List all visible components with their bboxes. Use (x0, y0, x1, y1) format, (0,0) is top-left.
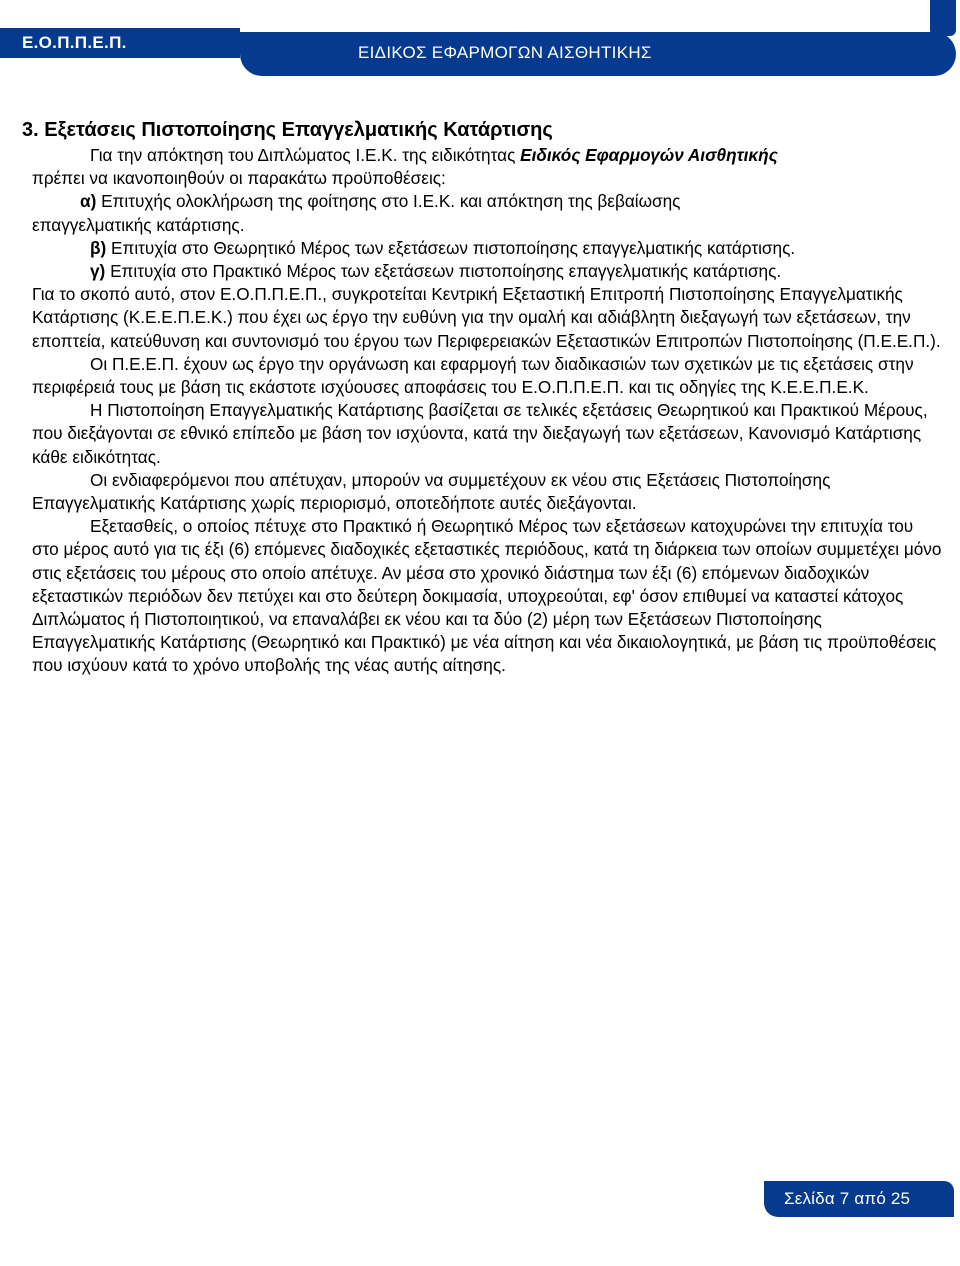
intro-text-a: Για την απόκτηση του Διπλώματος Ι.Ε.Κ. της ειδικότητας (90, 145, 521, 165)
intro-continuation: πρέπει να ικανοποιηθούν οι παρακάτω προϋποθέσεις: (32, 168, 446, 189)
condition-c-text: Επιτυχία στο Πρακτικό Μέρος των εξετάσεων πιστοποίησης επαγγελματικής κατάρτισης. (105, 261, 782, 282)
specialty-banner (240, 32, 956, 76)
paragraph-retake: Οι ενδιαφερόμενοι που απέτυχαν, μπορούν να συμμετέχουν εκ νέου στις Εξετάσεις Πιστοποίησης Επαγγελματικής Κατάρτισης χωρίς περιορισμό, οποτεδήποτε αυτές διεξάγονται. (32, 469, 831, 514)
condition-b-label: β) (90, 237, 107, 258)
paragraph-certification: Η Πιστοποίηση Επαγγελματικής Κατάρτισης βασίζεται σε τελικές εξετάσεις Θεωρητικού και Πρακτικού Μέρους, που διεξάγονται σε εθνικό επίπεδο με βάση τον ισχύοντα, κατά την διεξαγωγή των εξετάσεων, Κανονισμό Κατάρτισης κάθε ειδικότητας. (32, 400, 928, 467)
condition-a-continuation: επαγγελματικής κατάρτισης. (32, 214, 245, 235)
org-name: Ε.Ο.Π.Π.Ε.Π. (22, 33, 127, 52)
condition-c (32, 260, 942, 283)
condition-b (32, 237, 942, 260)
header-tab-decoration (930, 0, 956, 36)
org-banner (0, 28, 240, 58)
condition-c-label: γ) (90, 261, 106, 282)
condition-a (32, 190, 942, 213)
section-title: 3. Εξετάσεις Πιστοποίησης Επαγγελματικής Κατάρτισης (22, 119, 553, 141)
paragraph-peep: Οι Π.Ε.Ε.Π. έχουν ως έργο την οργάνωση και εφαρμογή των διαδικασιών των σχετικών με τις εξετάσεις στην περιφέρειά τους με βάση τις εκάστοτε ισχύουσες αποφάσεις του Ε.Ο.Π.Π.Ε.Π. και τις οδηγίες της Κ.Ε.Ε.Π.Ε.Κ. (32, 353, 914, 398)
page-header (0, 0, 960, 80)
page-number: Σελίδα 7 από 25 (784, 1189, 911, 1208)
specialty-emphasis: Ειδικός Εφαρμογών Αισθητικής (520, 145, 778, 165)
specialty-name: ΕΙΔΙΚΟΣ ΕΦΑΡΜΟΓΩΝ ΑΙΣΘΗΤΙΚΗΣ (358, 43, 652, 62)
paragraph-partial-success: Εξετασθείς, ο οποίος πέτυχε στο Πρακτικό ή Θεωρητικό Μέρος των εξετάσεων κατοχυρώνει την επιτυχία του στο μέρος αυτό για τις έξι (6) επόμενες διαδοχικές εξεταστικές περιόδους, κατά τη διάρκεια των οποίων συμμετέχει μόνο στις εξετάσεις του μέρους στο οποίο απέτυχε. Αν μέσα στο χρονικό διάστημα των έξι (6) επόμενων διαδοχικών εξεταστικών περιόδων δεν πετύχει και στο δεύτερη δοκιμασία, υποχρεούται, εφ' όσον επιθυμεί να καταστεί κάτοχος Διπλώματος ή Πιστοποιητικού, να επαναλάβει εκ νέου και τα δύο (2) μέρη των Εξετάσεων Πιστοποίησης Επαγγελματικής Κατάρτισης (Θεωρητικό και Πρακτικό) με νέα αίτηση και νέα δικαιολογητικά, με βάση τις προϋποθέσεις που ισχύουν κατά το χρόνο υποβολής της νέας αυτής αίτησης. (32, 516, 942, 676)
page-footer (764, 1181, 954, 1217)
paragraph-committee: Για το σκοπό αυτό, στον Ε.Ο.Π.Π.Ε.Π., συγκροτείται Κεντρική Εξεταστική Επιτροπή Πιστοποίησης Επαγγελματικής Κατάρτισης (Κ.Ε.Ε.Π.Ε.Κ.) που έχει ως έργο την ευθύνη για την ομαλή και αδιάβλητη διεξαγωγή των εξετάσεων, την εποπτεία, κατεύθυνση και συντονισμό του έργου των Περιφερειακών Εξεταστικών Επιτροπών Πιστοποίησης (Π.Ε.Ε.Π.). (32, 284, 941, 351)
condition-a-text: Επιτυχής ολοκλήρωση της φοίτησης στο Ι.Ε.Κ. και απόκτηση της βεβαίωσης (96, 191, 681, 212)
intro-paragraph (32, 144, 942, 167)
condition-a-label: α) (80, 191, 97, 212)
document-body (22, 118, 942, 678)
condition-b-text: Επιτυχία στο Θεωρητικό Μέρος των εξετάσεων πιστοποίησης επαγγελματικής κατάρτισης. (106, 237, 796, 258)
